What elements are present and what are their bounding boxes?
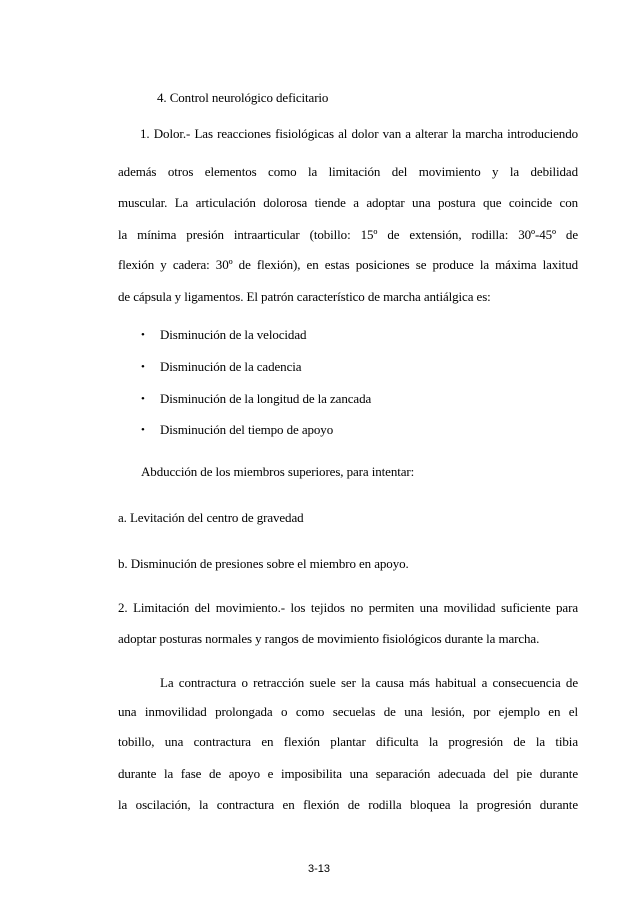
paragraph-contractura-line-4: durante la fase de apoyo e imposibilita una separación adecuada del pie durante [118,766,578,781]
item-a-text: a. Levitación del centro de gravedad [118,510,304,525]
paragraph-dolor-line-4: la mínima presión intraarticular (tobillo: 15º de extensión, rodilla: 30º-45º de [118,227,578,242]
bullet-item-2: Disminución de la cadencia [160,359,302,374]
bullet-item-3: Disminución de la longitud de la zancada [160,391,372,406]
paragraph-contractura-line-2: una inmovilidad prolongada o como secuelas de una lesión, por ejemplo en el [118,704,578,719]
item-b-text: b. Disminución de presiones sobre el miembro en apoyo. [118,556,409,571]
paragraph-dolor-line-6: de cápsula y ligamentos. El patrón característico de marcha antiálgica es: [118,289,491,304]
bullet-item-1: Disminución de la velocidad [160,327,307,342]
paragraph-dolor-line-1: 1. Dolor.- Las reacciones fisiológicas al dolor van a alterar la marcha introduciendo [140,126,578,141]
paragraph-limitacion-line-1: 2. Limitación del movimiento.- los tejidos no permiten una movilidad suficiente para [118,600,578,615]
bullet-icon: • [141,361,145,373]
bullet-icon: • [141,424,145,436]
paragraph-limitacion-line-2: adoptar posturas normales y rangos de movimiento fisiológicos durante la marcha. [118,631,540,646]
paragraph-dolor-line-3: muscular. La articulación dolorosa tiende a adoptar una postura que coincide con [118,195,578,210]
bullet-item-4: Disminución del tiempo de apoyo [160,422,334,437]
paragraph-contractura-line-3: tobillo, una contractura en flexión plantar dificulta la progresión de la tibia [118,734,578,749]
page-number: 3-13 [307,863,331,875]
paragraph-dolor-line-5: flexión y cadera: 30º de flexión), en estas posiciones se produce la máxima laxitud [118,257,578,272]
abduccion-text: Abducción de los miembros superiores, para intentar: [141,464,415,479]
paragraph-dolor-line-2: además otros elementos como la limitación del movimiento y la debilidad [118,164,578,179]
bullet-icon: • [141,329,145,341]
bullet-icon: • [141,393,145,405]
section-heading-4: 4. Control neurológico deficitario [157,90,329,105]
paragraph-contractura-line-1: La contractura o retracción suele ser la causa más habitual a consecuencia de [160,675,578,690]
paragraph-contractura-line-5: la oscilación, la contractura en flexión de rodilla bloquea la progresión durante [118,797,578,812]
